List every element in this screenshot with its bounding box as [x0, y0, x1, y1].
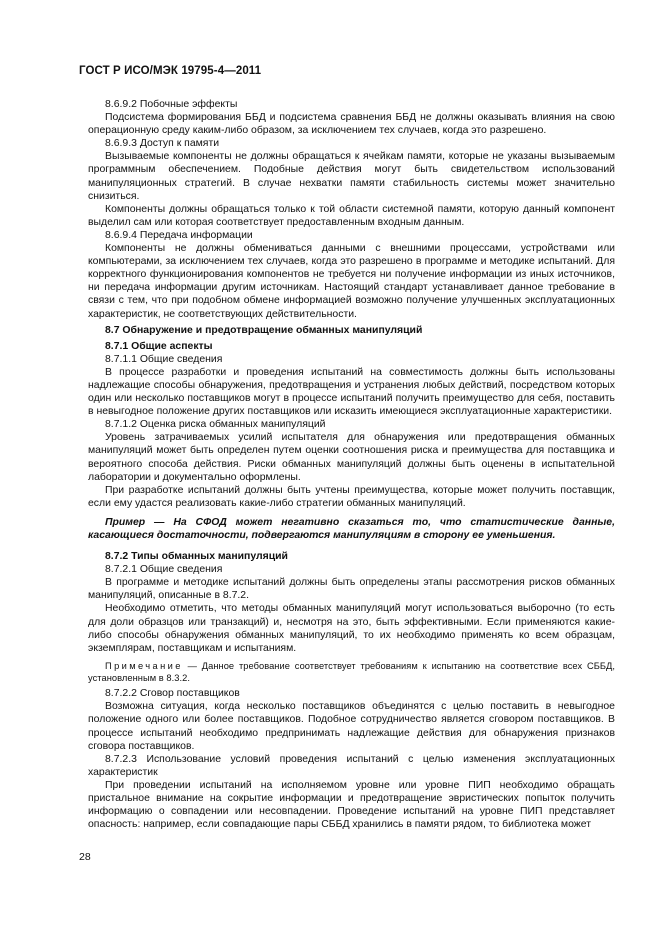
paragraph: Вызываемые компоненты не должны обращаться к ячейкам памяти, которые не указаны вызываемым программным обеспечением. Подобные действия могут быть свидетельством использований манипуляционных стратегий. В случае нехватки памяти стабильность системы может значительно снизиться.: [88, 151, 615, 202]
section-heading-8-7: 8.7 Обнаружение и предотвращение обманных манипуляций: [105, 324, 423, 336]
paragraph: Уровень затрачиваемых усилий испытателя для обнаружения или предотвращения обманных манипуляций может быть определен путем оценки соотношения риска и преимущества для поставщика и вероятного способа действия. Риски обманных манипуляций должны быть оценены в испытательной лаборатории и документально оформлены.: [88, 432, 615, 483]
section-heading-8-7-2-2: 8.7.2.2 Сговор поставщиков: [105, 688, 240, 700]
note-text: — Данное требование соответствует требованиям к испытанию на соответствие всех СББД, установленным в 8.3.2.: [88, 660, 615, 684]
section-heading-8-6-9-4: 8.6.9.4 Передача информации: [105, 229, 253, 241]
paragraph: При проведении испытаний на исполняемом уровне или уровне ПИП необходимо обращать пристальное внимание на сокрытие информации и предотвращение эвристических попыток получить информацию о совпадении или несовпадении. Проведение испытаний на уровне ПИП представляет опасность: например, если совпадающие пары СББД хранились в памяти рядом, то библиотека может: [88, 779, 615, 831]
section-heading-8-7-2-3: 8.7.2.3 Использование условий проведения испытаний с целью изменения эксплуатационных характеристик: [88, 753, 615, 778]
document-header: ГОСТ Р ИСО/МЭК 19795-4—2011: [79, 65, 262, 77]
section-heading-8-7-1-2: 8.7.1.2 Оценка риска обманных манипуляций: [105, 419, 326, 431]
section-heading-8-7-1: 8.7.1 Общие аспекты: [105, 340, 213, 352]
section-heading-8-7-2-1: 8.7.2.1 Общие сведения: [105, 564, 223, 576]
paragraph: В программе и методике испытаний должны быть определены этапы рассмотрения рисков обманных манипуляций, описанные в 8.7.2.: [88, 577, 615, 602]
section-heading-8-6-9-2: 8.6.9.2 Побочные эффекты: [105, 99, 238, 110]
paragraph: Компоненты должны обращаться только к той области системной памяти, которую данный компонент выделил сам или которая соответствует предоставленным входным данным.: [88, 203, 615, 228]
paragraph: В процессе разработки и проведения испытаний на совместимость должны быть использованы надлежащие способы обнаружения, предотвращения и устранения любых действий, посредством которых один или несколько поставщиков могут в процессе испытаний получить преимущество для себя, поставить в невыгодное положение других поставщиков или исказить имеющиеся эксплуатационные характеристики.: [88, 366, 615, 418]
paragraph: Необходимо отметить, что методы обманных манипуляций могут использоваться выборочно (то есть для доли образцов или транзакций) и, несмотря на это, быть эффективными. Если применяются какие-либо способы обнаружения обманных манипуляций, то их необходимо применять ко всем образцам, экземплярам, поставщикам и испытаниям.: [88, 603, 615, 654]
note-label: Примечание: [105, 660, 183, 671]
section-heading-8-6-9-3: 8.6.9.3 Доступ к памяти: [105, 138, 220, 150]
note-paragraph: [88, 660, 615, 684]
paragraph: Возможна ситуация, когда несколько поставщиков объединятся с целью поставить в невыгодное положение одного или более поставщиков. Подобное сотрудничество является сговором поставщиков. В процессе испытаний необходимо предпринимать надлежащие действия для обнаружения признаков сговора поставщиков.: [88, 701, 615, 752]
paragraph: Подсистема формирования ББД и подсистема сравнения ББД не должны оказывать влияния на свою операционную среду каким-либо образом, за исключением тех случаев, когда это разрешено.: [88, 112, 615, 137]
section-heading-8-7-2: 8.7.2 Типы обманных манипуляций: [105, 551, 288, 563]
document-body: [88, 98, 615, 831]
example-paragraph: Пример — На СФОД может негативно сказаться то, что статистические данные, касающиеся достаточности, подвергаются манипуляциям в сторону ее уменьшения.: [88, 516, 615, 541]
section-heading-8-7-1-1: 8.7.1.1 Общие сведения: [105, 353, 223, 365]
paragraph: Компоненты не должны обмениваться данными с внешними процессами, устройствами или компьютерами, за исключением тех случаев, когда это разрешено в программе и методике испытаний. Для корректного функционирования компонентов не требуется ни получение информации из иных источников, ни передача информации другим источникам. Настоящий стандарт устанавливает данное требование в связи с тем, что при подобном обмене информацией возможно получение улучшенных эксплуатационных характеристик, не соответствующих действительности.: [88, 243, 615, 320]
page-number: 28: [79, 851, 91, 863]
paragraph: При разработке испытаний должны быть учтены преимущества, которые может получить поставщик, если ему удастся реализовать какие-либо стратегии обманных манипуляций.: [88, 484, 615, 509]
